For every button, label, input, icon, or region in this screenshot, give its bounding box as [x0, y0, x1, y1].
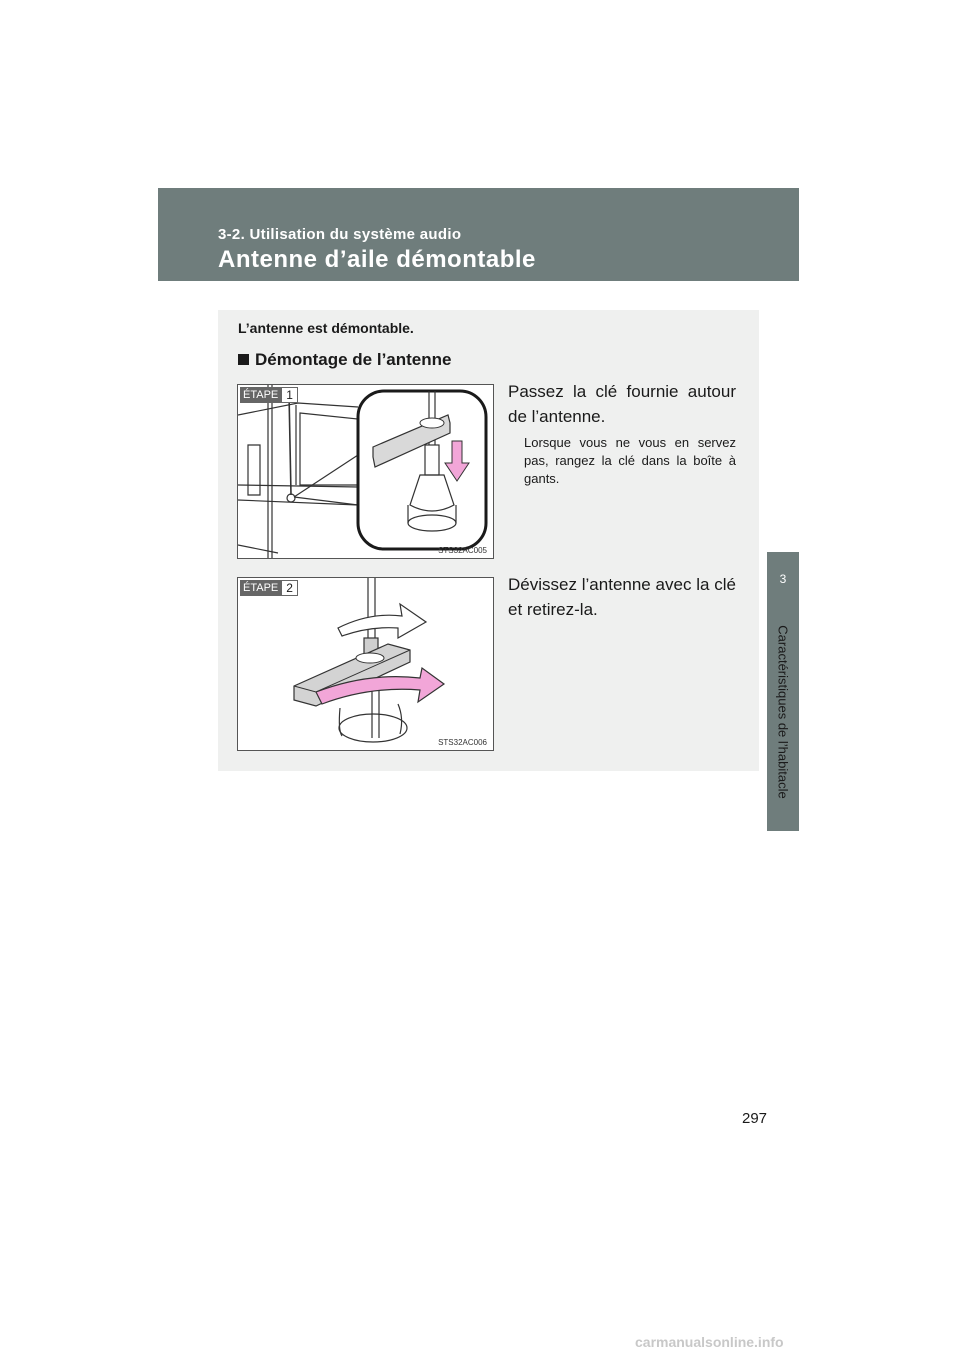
step-2-badge [240, 580, 298, 596]
step-number: 1 [281, 387, 298, 403]
step-2-text: Dévissez l’antenne avec la clé et retirez-la. [508, 575, 736, 619]
figure-code: STS32AC005 [438, 546, 487, 555]
figure-code: STS32AC006 [438, 738, 487, 747]
square-bullet-icon [238, 354, 249, 365]
chapter-number: 3 [779, 572, 787, 586]
chapter-title: Caractéristiques de l’habitacle [775, 625, 791, 799]
step-1-badge [240, 387, 298, 403]
subheading-text: Démontage de l’antenne [255, 350, 452, 369]
step-1-illustration [237, 384, 494, 559]
step-1-text: Passez la clé fournie autour de l’antenne. [508, 382, 736, 426]
section-label: 3-2. Utilisation du système audio [218, 226, 462, 243]
unscrew-antenna-illustration [238, 578, 494, 751]
antenna-key-illustration [238, 385, 494, 559]
step-2-illustration [237, 577, 494, 751]
step-1-note: Lorsque vous ne vous en servez pas, rangez la clé dans la boîte à gants. [524, 435, 736, 486]
intro-text: L’antenne est démontable. [238, 320, 414, 336]
subheading [238, 350, 451, 370]
step-word: ÉTAPE [240, 580, 281, 596]
page-title: Antenne d’aile démontable [218, 246, 536, 273]
watermark: carmanualsonline.info [635, 1334, 784, 1350]
page-number: 297 [742, 1110, 768, 1127]
step-number: 2 [281, 580, 298, 596]
step-word: ÉTAPE [240, 387, 281, 403]
